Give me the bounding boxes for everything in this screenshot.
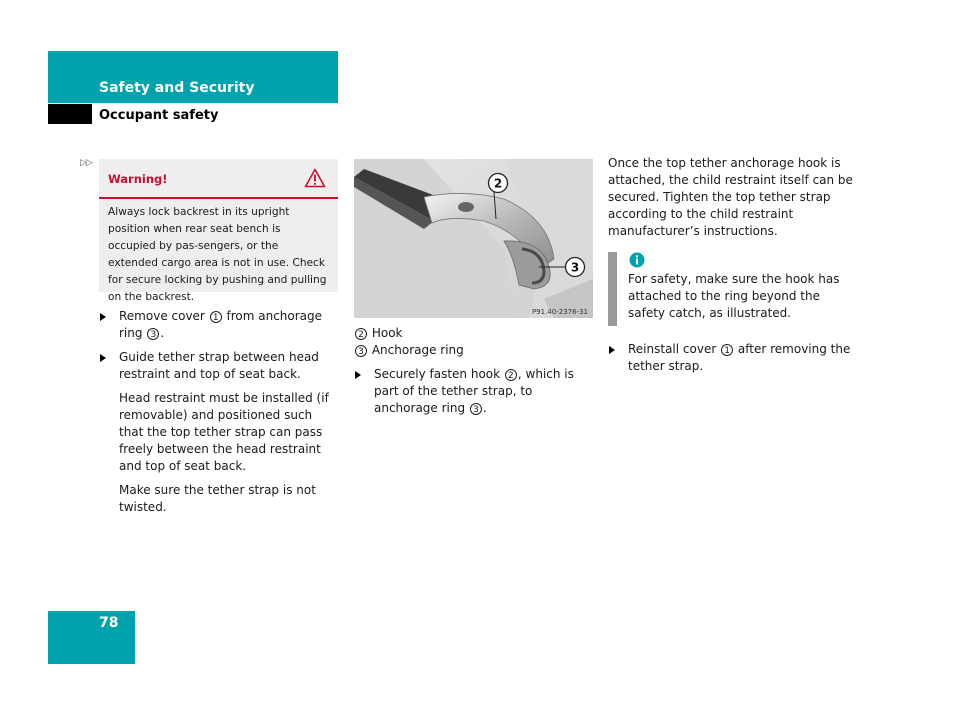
callout-2: 2 xyxy=(505,369,517,381)
step-reinstall-cover: Reinstall cover 1 after removing the tether strap. xyxy=(608,341,853,375)
step-remove-cover: Remove cover 1 from anchorage ring 3 . xyxy=(99,308,339,342)
tether-anchorage-figure xyxy=(354,159,593,318)
page-number-box xyxy=(48,611,135,664)
column-3 xyxy=(608,155,853,240)
caption-hook: 2 Hook xyxy=(354,325,594,342)
callout-3: 3 xyxy=(470,403,482,415)
info-icon xyxy=(629,252,645,268)
caption-anchorage-ring: 3 Anchorage ring xyxy=(354,342,594,359)
column-3-steps xyxy=(608,341,853,382)
warning-label: Warning! xyxy=(108,172,168,186)
info-bar xyxy=(608,252,617,326)
warning-triangle-icon xyxy=(304,168,326,188)
callout-1: 1 xyxy=(210,311,222,323)
warning-box xyxy=(99,159,338,303)
continued-mark: ▷▷ xyxy=(80,157,92,167)
section-title: Safety and Security xyxy=(99,80,255,96)
note-not-twisted: Make sure the tether strap is not twisted. xyxy=(119,483,316,514)
column-1 xyxy=(99,308,339,523)
info-text: For safety, make sure the hook has attached to the ring beyond the safety catch, as illustrated. xyxy=(628,272,840,320)
note-head-restraint: Head restraint must be installed (if removable) and positioned such that the top tether strap can pass freely between the head restraint and top of seat back. xyxy=(119,391,329,473)
callout-1: 1 xyxy=(721,344,733,356)
intro-paragraph: Once the top tether anchorage hook is attached, the child restraint itself can be secured. Tighten the top tether strap according to the child restraint manufacturer’s instructions. xyxy=(608,156,853,238)
callout-3: 3 xyxy=(147,328,159,340)
figure-code: P91.40-2376-31 xyxy=(531,308,588,316)
column-2 xyxy=(354,325,594,424)
step-guide-strap: Guide tether strap between head restraint and top of seat back. xyxy=(99,349,339,383)
figure-callout-3: 3 xyxy=(570,260,580,275)
subsection-title: Occupant safety xyxy=(99,108,219,123)
info-box xyxy=(608,252,853,326)
subsection-marker xyxy=(48,104,92,124)
step-fasten-hook: Securely fasten hook 2 , which is part of the tether strap, to anchorage ring 3 . xyxy=(354,366,594,417)
page-number: 78 xyxy=(99,615,119,631)
warning-header xyxy=(99,159,338,199)
warning-text: Always lock backrest in its upright position when rear seat bench is occupied by pas-sengers, or the extended cargo area is not in use. Check for secure locking by pushing and pulling on the backrest. xyxy=(108,206,327,303)
figure-callout-2: 2 xyxy=(493,176,503,191)
